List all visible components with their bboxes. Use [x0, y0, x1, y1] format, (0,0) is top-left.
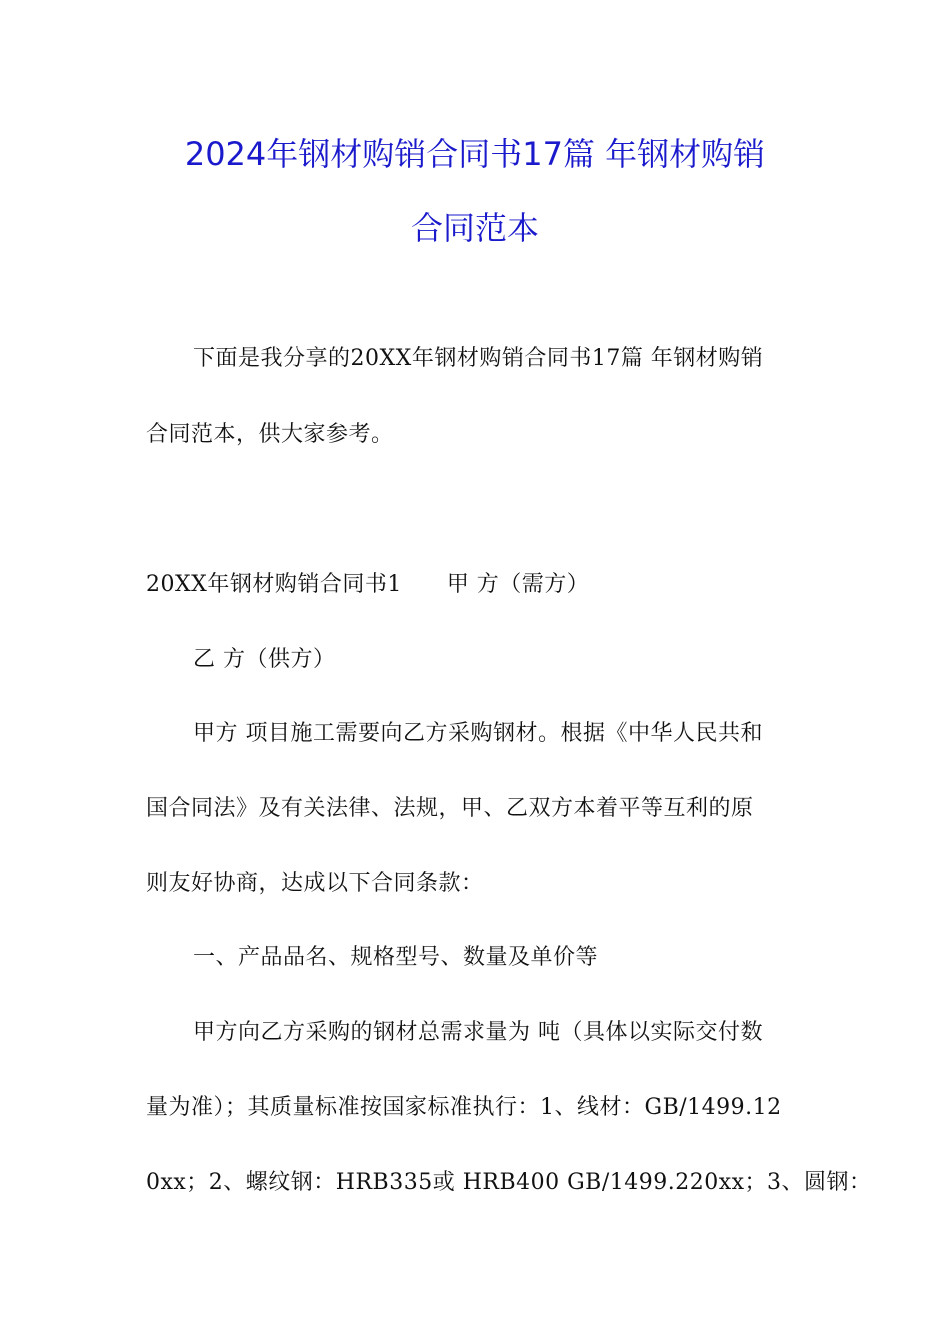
intro-line-1: 下面是我分享的20XX年钢材购销合同书17篇 年钢材购销	[193, 346, 764, 371]
paragraph-2-line-3: 0xx；2、螺纹钢：HRB335或 HRB400 GB/1499.220xx；3、圆钢：	[146, 1170, 872, 1195]
paragraph-1-line-2: 国合同法》及有关法律、法规，甲、乙双方本着平等互利的原	[146, 796, 754, 821]
party-b-label: 乙 方（供方）	[193, 647, 336, 672]
contract-heading: 20XX年钢材购销合同书1 甲 方（需方）	[146, 572, 590, 597]
document-title-line-2: 合同范本	[410, 209, 539, 247]
paragraph-1-line-1: 甲方 项目施工需要向乙方采购钢材。根据《中华人民共和	[193, 721, 763, 746]
document-title-line-1: 2024年钢材购销合同书17篇 年钢材购销	[184, 135, 766, 173]
paragraph-2-line-2: 量为准）；其质量标准按国家标准执行：1、线材：GB/1499.12	[146, 1095, 782, 1120]
paragraph-2-line-1: 甲方向乙方采购的钢材总需求量为 吨（具体以实际交付数	[193, 1020, 763, 1045]
section-1-heading: 一、产品品名、规格型号、数量及单价等	[193, 945, 599, 970]
paragraph-1-line-3: 则友好协商，达成以下合同条款：	[146, 871, 484, 896]
intro-line-2: 合同范本，供大家参考。	[146, 422, 394, 447]
